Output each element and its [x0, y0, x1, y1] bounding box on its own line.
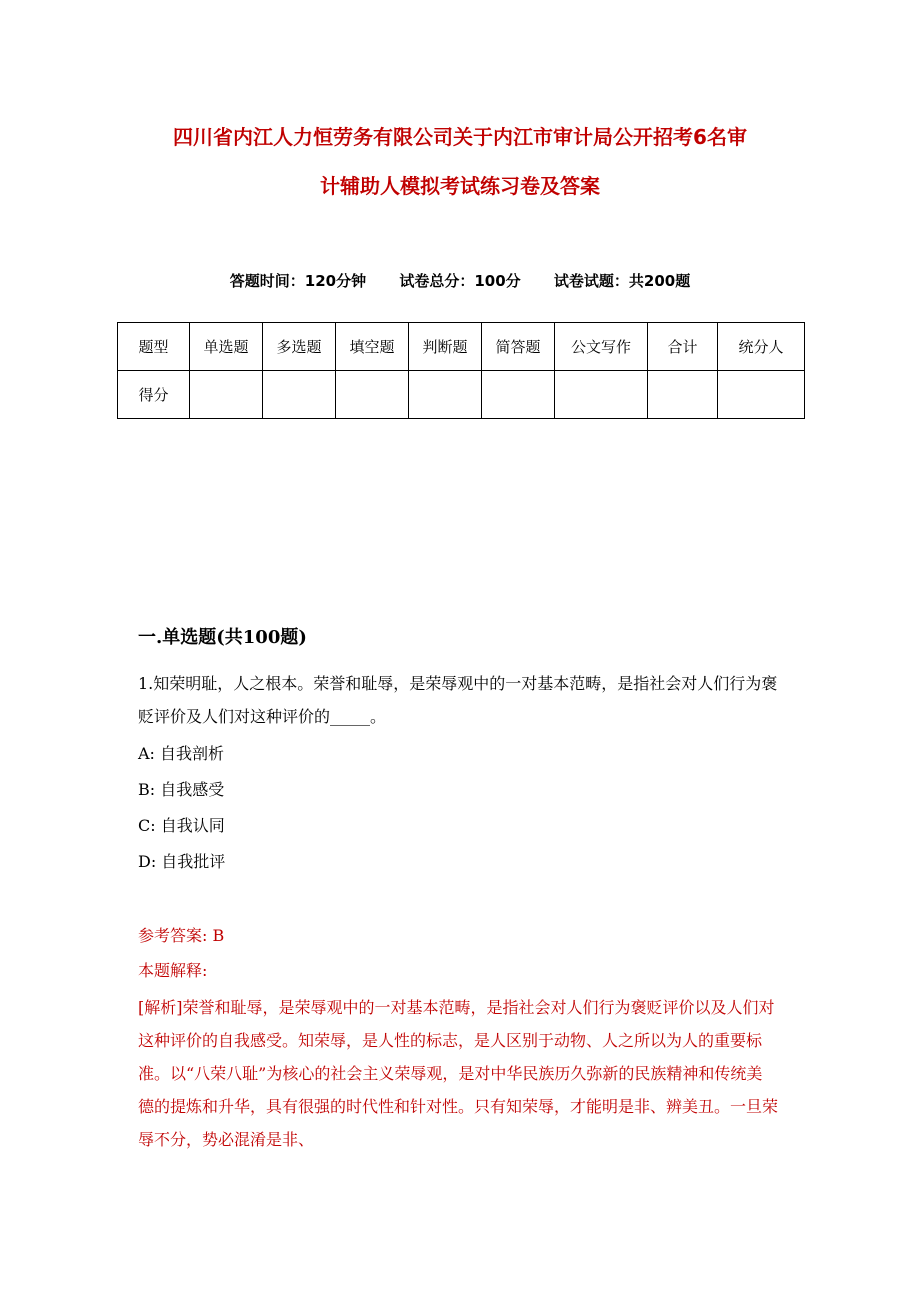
header-cell: 合计 [648, 323, 718, 371]
score-table-score-row [118, 371, 805, 419]
header-cell: 简答题 [482, 323, 555, 371]
explanation-text: [解析]荣誉和耻辱，是荣辱观中的一对基本范畴，是指社会对人们行为褒贬评价以及人们对这种评价的自我感受。知荣辱，是人性的标志，是人区别于动物、人之所以为人的重要标准。以“八荣八耻”为核心的社会主义荣辱观，是对中华民族历久弥新的民族精神和传统美德的提炼和升华，具有很强的时代性和针对性。只有知荣辱，才能明是非、辨美丑。一旦荣辱不分，势必混淆是非、 [138, 998, 779, 1149]
header-cell: 公文写作 [555, 323, 648, 371]
score-cell [555, 371, 648, 419]
header-cell: 判断题 [409, 323, 482, 371]
question-text: 1.知荣明耻，人之根本。荣誉和耻辱，是荣辱观中的一对基本范畴，是指社会对人们行为褒贬评价及人们对这种评价的_____。 [138, 674, 778, 726]
score-cell [190, 371, 263, 419]
document-title-line1: 四川省内江人力恒劳务有限公司关于内江市审计局公开招考6名审 [173, 125, 747, 149]
option-a: A: 自我剖析 [138, 744, 225, 763]
header-cell: 填空题 [336, 323, 409, 371]
document-title-line2: 计辅助人模拟考试练习卷及答案 [320, 174, 600, 198]
header-cell: 多选题 [263, 323, 336, 371]
option-c: C: 自我认同 [138, 816, 225, 835]
explanation-label: 本题解释: [138, 961, 208, 980]
score-cell [648, 371, 718, 419]
row-label-cell: 得分 [118, 371, 190, 419]
exam-question-count: 试卷试题：共200题 [553, 272, 691, 290]
option-b: B: 自我感受 [138, 780, 225, 799]
option-d: D: 自我批评 [138, 852, 226, 871]
exam-total-score: 试卷总分：100分 [399, 272, 521, 290]
section-heading: 一.单选题(共100题) [138, 627, 307, 648]
score-cell [336, 371, 409, 419]
header-cell: 题型 [118, 323, 190, 371]
header-cell: 统分人 [718, 323, 805, 371]
score-table-header-row [118, 323, 805, 371]
score-cell [482, 371, 555, 419]
header-cell: 单选题 [190, 323, 263, 371]
exam-meta [0, 270, 920, 292]
score-cell [263, 371, 336, 419]
answer-label: 参考答案: B [138, 926, 225, 945]
exam-time: 答题时间：120分钟 [229, 272, 367, 290]
score-table [117, 322, 805, 419]
score-cell [718, 371, 805, 419]
score-cell [409, 371, 482, 419]
